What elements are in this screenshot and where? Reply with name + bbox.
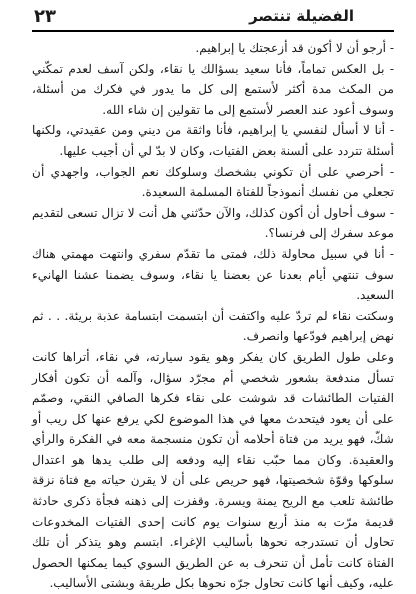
paragraph: - بل العكس تماماً، فأنا سعيد بسؤالك يا نقاء، ولكن آسف لعدم تمكّني من المكث مدة أكثر لأستمع إلى كل ما يدور في فكرك من أسئلة، وسوف أعود عند العصر لأستمع إلى ما تقولين إن شاء الله. (32, 61, 394, 117)
paragraph: - سوف أحاول أن أكون كذلك، والآن حدّثني هل أنت لا تزال تسعى لتقديم موعد سفرك إلى فرنسا؟. (32, 205, 394, 241)
paragraph: - أحرصي على أن تكوني بشخصك وسلوكك نعم الجواب، واجهدي أن تجعلي من نفسك أنموذجاً للفتاة المسلمة السعيدة. (32, 164, 394, 200)
paragraph: - أنا في سبيل محاولة ذلك، فمتى ما تقدّم سفري وانتهت مهمتي هناك سوف تنتهي أيام بعدنا عن بعضنا يا نقاء، وسوف يضمنا عشنا الهانيء السعيد. (32, 246, 394, 303)
paragraph: - أرجو أن لا أكون قد أزعجتك يا إبراهيم. (195, 41, 394, 55)
paragraph: وسكتت نقاء لم تردّ عليه واكتفت أن ابتسمت ابتسامة عذبة بريئة. . . ثم نهض إبراهيم فودّعها وانصرف. (32, 308, 394, 344)
running-title: الفضيلة تنتصر (249, 7, 354, 25)
page-body (32, 38, 394, 594)
paragraph: - أنا لا أسأل لنفسي يا إبراهيم، فأنا واثقة من ديني ومن عقيدتي، ولكنها أسئلة تتردد على ألسنة بعض الفتيات، وكان لا بدّ لي أن أجيب عليها. (32, 123, 394, 158)
page-header (32, 6, 394, 32)
paragraph: وعلى طول الطريق كان يفكر وهو يقود سيارته، في نقاء، أتراها كانت تسأل مندفعة بشعور شخصي أم مجرّد سؤال، وآلمه أن تكون أفكار الفتيات الطائشات قد شوشت على نقاء فكرها الصافي النقي، وصمّم على أن يعود فيتحدث معها في هذا الموضوع لكي يرفع عنها كل ريب أو شكّ، فهو يريد من فتاة أحلامه أن تكون منسجمة معه في الفكرة والرأي والعقيدة. وكان مما حبّب نقاء إليه ودفعه إلى طلب يدها هو اعتدال سلوكها وقوّة شخصيتها، فهو حريص على أن لا يقرن حياته مع فتاة نزقة طائشة تلعب مع الريح يمنة ويسرة. وقفزت إلى ذهنه فجأة ذكرى حادثة قديمة مرّت به منذ أربع سنوات يوم كانت إحدى الفتيات المخدوعات تحاول أن تستدرجه نحوها بأساليب الإغراء. ابتسم وهو يتذكر أن تلك الفتاة كانت تأمل أن تنحرف به عن الطريق السوي كيما يمكنها الحصول عليه، وكيف أنها كانت تحاول جرّه نحوها بكل طريقة وبشتى الأساليب. (32, 349, 394, 591)
page-number: ٢٣ (34, 6, 56, 27)
